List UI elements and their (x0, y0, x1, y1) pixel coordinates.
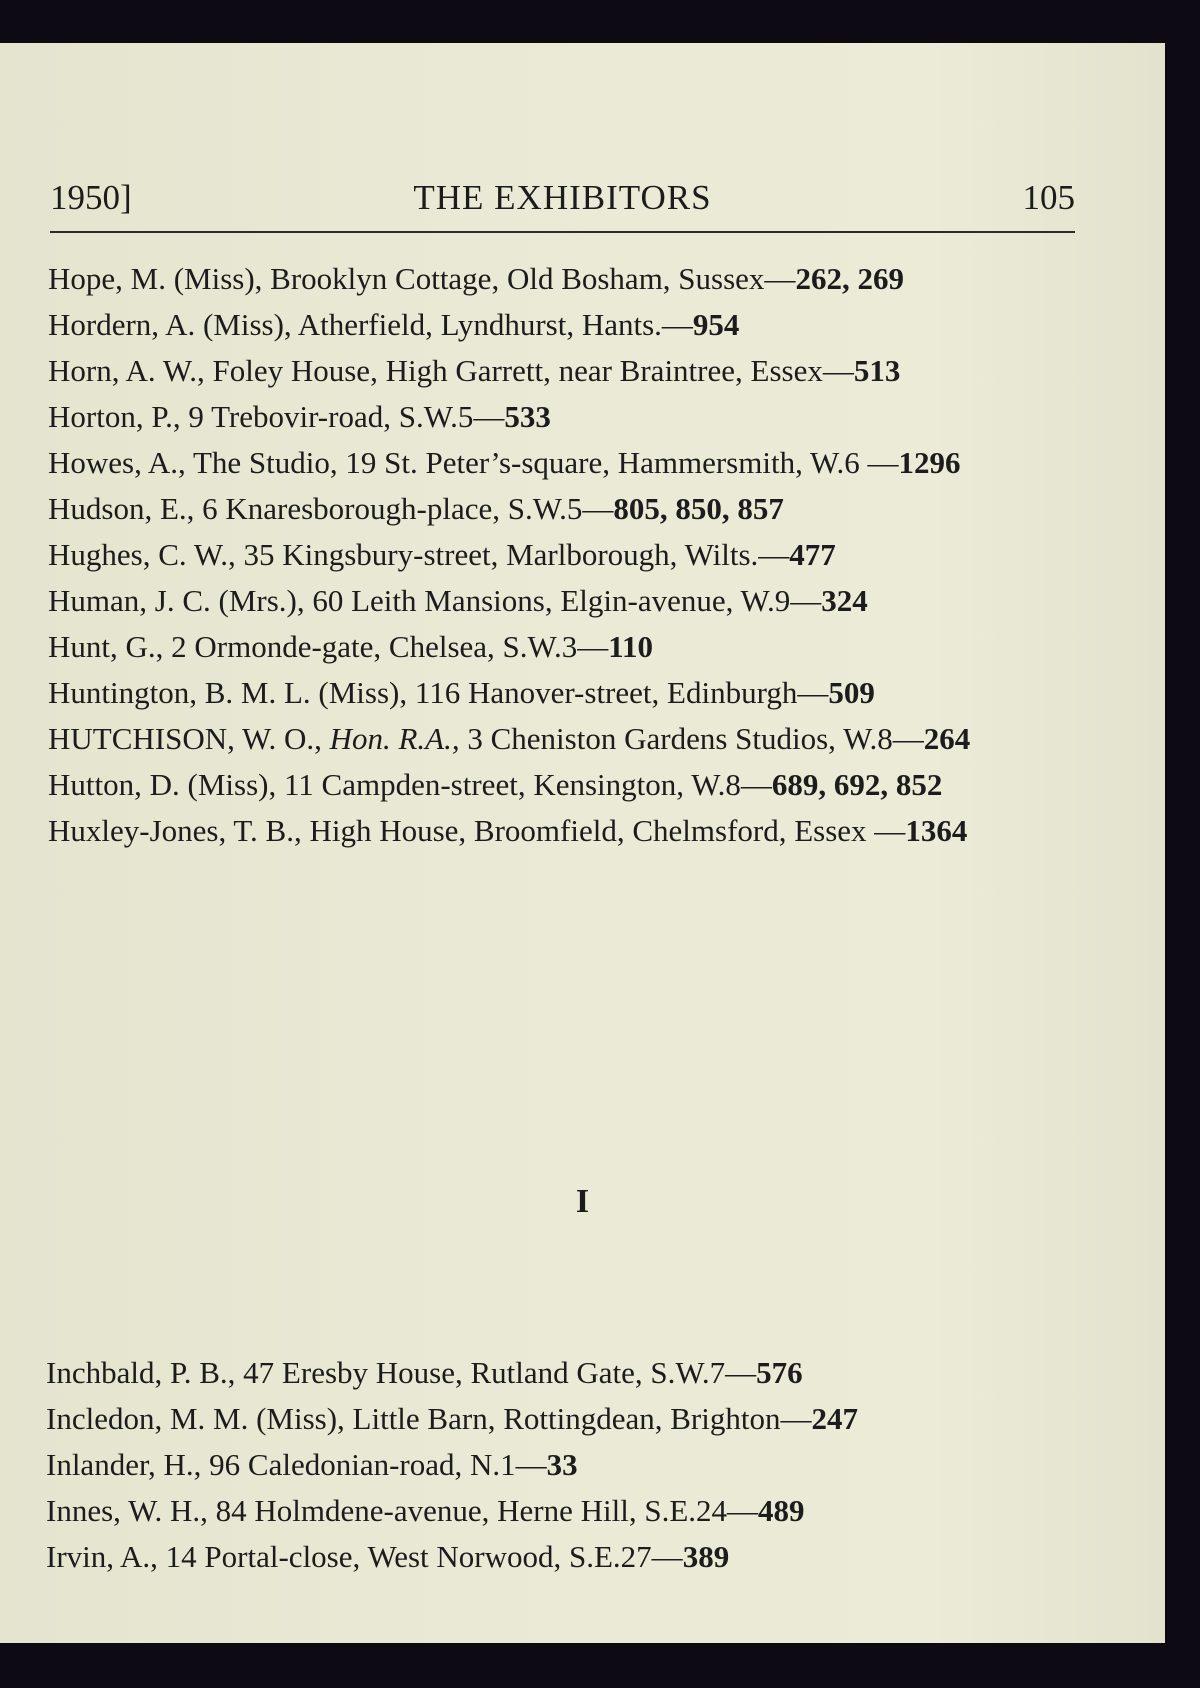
list-item: Hutton, D. (Miss), 11 Campden-street, Kensington, W.8—689, 692, 852 (48, 767, 943, 802)
exhibitor-list-h (48, 261, 1078, 859)
book-page (0, 43, 1165, 1643)
list-item: Horton, P., 9 Trebovir-road, S.W.5—533 (48, 399, 551, 434)
honour-title: Hon. R.A., (329, 721, 460, 756)
list-item: Inchbald, P. B., 47 Eresby House, Rutland Gate, S.W.7—576 (46, 1355, 803, 1390)
list-item: Human, J. C. (Mrs.), 60 Leith Mansions, Elgin-avenue, W.9—324 (48, 583, 868, 618)
list-item: Hunt, G., 2 Ormonde-gate, Chelsea, S.W.3—110 (48, 629, 654, 664)
page-number: 105 (1022, 178, 1075, 217)
list-item: Inlander, H., 96 Caledonian-road, N.1—33 (46, 1447, 578, 1482)
list-item: Incledon, M. M. (Miss), Little Barn, Rottingdean, Brighton—247 (46, 1401, 858, 1436)
list-item: Hughes, C. W., 35 Kingsbury-street, Marlborough, Wilts.—477 (48, 537, 836, 572)
list-item: Hope, M. (Miss), Brooklyn Cottage, Old Bosham, Sussex—262, 269 (48, 261, 904, 296)
list-item: Hudson, E., 6 Knaresborough-place, S.W.5—805, 850, 857 (48, 491, 784, 526)
list-item: Irvin, A., 14 Portal-close, West Norwood, S.E.27—389 (46, 1539, 730, 1574)
exhibitor-list-i (46, 1355, 1076, 1585)
list-item: Howes, A., The Studio, 19 St. Peter’s-square, Hammersmith, W.6 —1296 (48, 445, 961, 480)
list-item: Innes, W. H., 84 Holmdene-avenue, Herne Hill, S.E.24—489 (46, 1493, 805, 1528)
list-item-hutchison: HUTCHISON, W. O., Hon. R.A., 3 Cheniston Gardens Studios, W.8—264 (48, 721, 971, 756)
list-item: Huxley-Jones, T. B., High House, Broomfield, Chelmsford, Essex —1364 (48, 813, 968, 848)
page-title: THE EXHIBITORS (413, 178, 712, 217)
list-item: Hordern, A. (Miss), Atherfield, Lyndhurst, Hants.—954 (48, 307, 740, 342)
list-item: Huntington, B. M. L. (Miss), 116 Hanover-street, Edinburgh—509 (48, 675, 875, 710)
list-item: Horn, A. W., Foley House, High Garrett, near Braintree, Essex—513 (48, 353, 901, 388)
running-header (50, 178, 1075, 228)
section-heading-i: I (575, 1183, 590, 1220)
header-rule (50, 231, 1075, 233)
header-year: 1950] (50, 178, 132, 217)
